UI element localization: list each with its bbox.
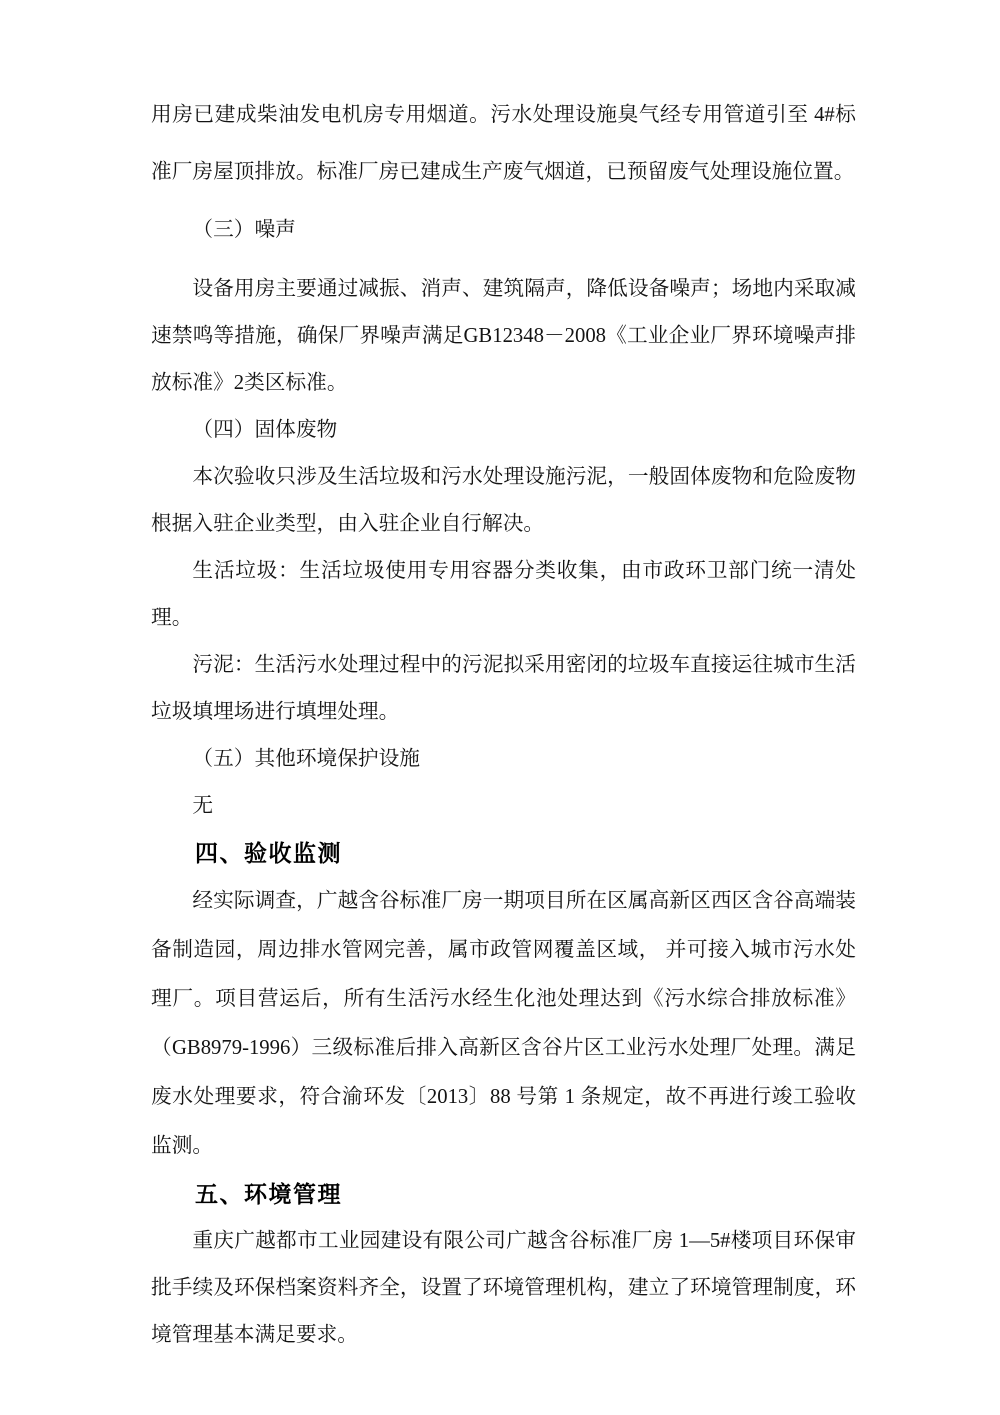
paragraph-solid-waste: 本次验收只涉及生活垃圾和污水处理设施污泥，一般固体废物和危险废物根据入驻企业类型，由入驻企业自行解决。 [151,466,856,535]
section-heading-environment-management: 五、环境管理 [195,1181,342,1207]
document-body [151,87,856,1359]
paragraph-environment-management: 重庆广越都市工业园建设有限公司广越含谷标准厂房 1—5#楼项目环保审批手续及环保档案资料齐全，设置了环境管理机构，建立了环境管理制度，环境管理基本满足要求。 [151,1230,856,1346]
paragraph-domestic-garbage: 生活垃圾：生活垃圾使用专用容器分类收集，由市政环卫部门统一清处理。 [151,560,856,629]
paragraph-acceptance-monitoring: 经实际调查，广越含谷标准厂房一期项目所在区属高新区西区含谷高端装备制造园，周边排水管网完善，属市政管网覆盖区域， 并可接入城市污水处理厂。项目营运后，所有生活污水经生化池处理达到《污水综合排放标准》（GB8979-1996）三级标准后排入高新区含谷片区工业污水处理厂处理。满足废水处理要求，符合渝环发〔2013〕88 号第 1 条规定，故不再进行竣工验收监测。 [151,890,856,1157]
section-heading-acceptance-monitoring: 四、验收监测 [195,840,342,866]
paragraph-none: 无 [192,795,214,817]
section-subheading-other-facilities: （五）其他环境保护设施 [192,748,420,770]
paragraph-sludge: 污泥：生活污水处理过程中的污泥拟采用密闭的垃圾车直接运往城市生活垃圾填埋场进行填埋处理。 [151,654,856,723]
paragraph-continuation: 用房已建成柴油发电机房专用烟道。污水处理设施臭气经专用管道引至 4#标准厂房屋顶排放。标准厂房已建成生产废气烟道，已预留废气处理设施位置。 [151,104,856,183]
section-subheading-noise: （三）噪声 [192,219,296,241]
section-subheading-solid-waste: （四）固体废物 [192,419,338,441]
paragraph-noise: 设备用房主要通过减振、消声、建筑隔声，降低设备噪声；场地内采取减速禁鸣等措施，确保厂界噪声满足GB12348－2008《工业企业厂界环境噪声排放标准》2类区标准。 [151,278,856,394]
